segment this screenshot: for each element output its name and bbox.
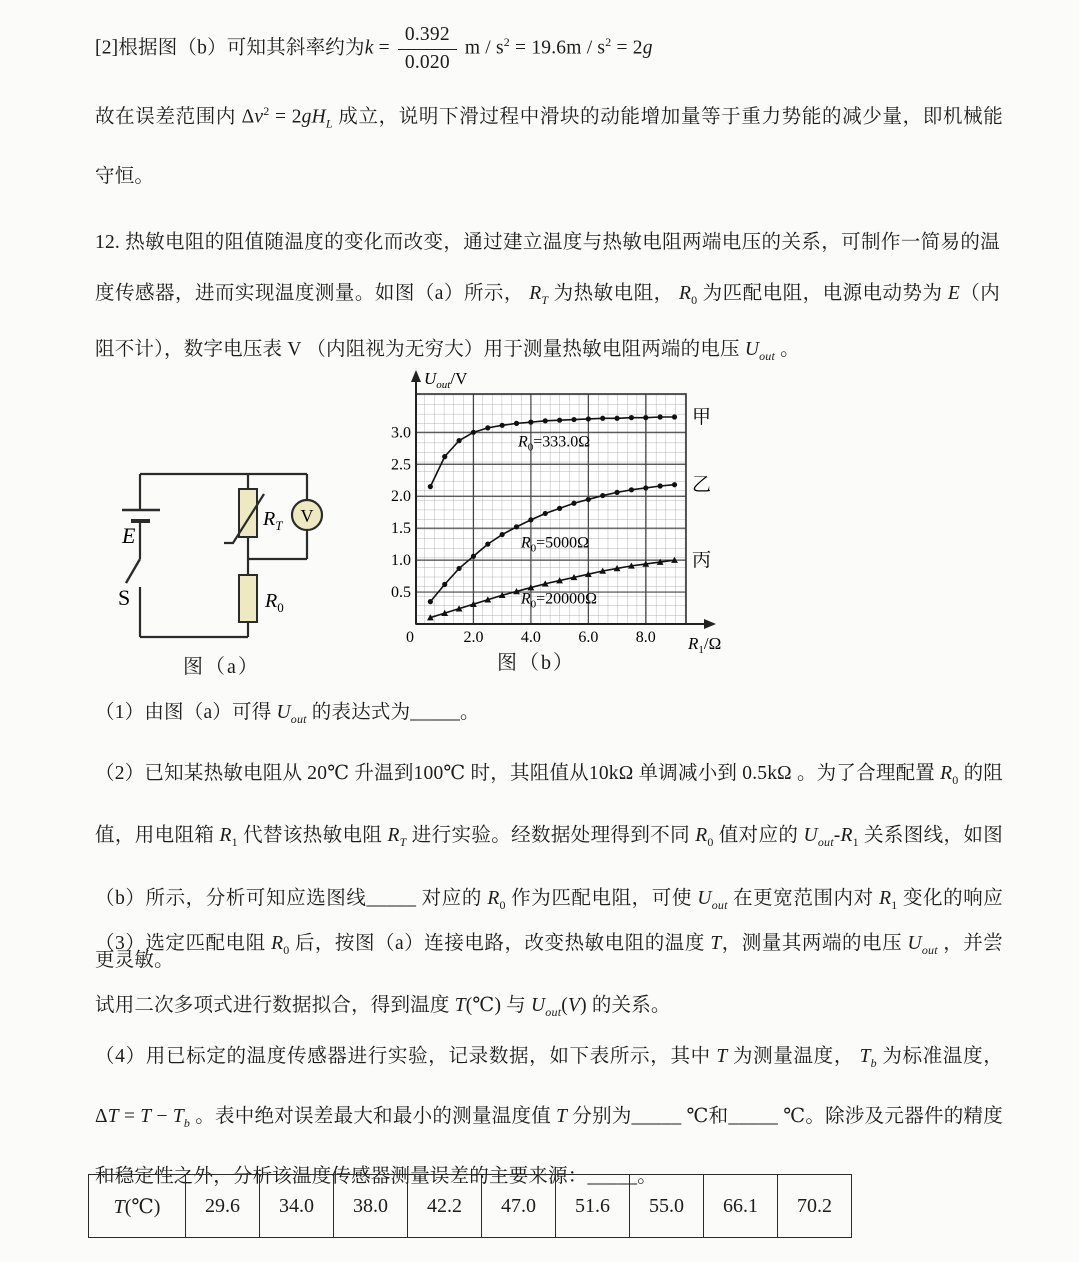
data-point-circle — [586, 497, 591, 502]
question-part-4: （4）用已标定的温度传感器进行实验，记录数据，如下表所示，其中 T 为测量温度， $T_b$ 为标准温度，$\Delta T = T - T_b$ 。表中绝对误差最大和最小的测量温度值 T 分别为_____ ℃和_____ ℃。除涉及元器件的精度和稳定性之外，分析该温度传感器测量误差的主要来源：_____。 — [95, 1046, 1003, 1187]
switch-icon — [126, 559, 140, 583]
switch-label: S — [118, 585, 131, 610]
table-cell: 34.0 — [260, 1175, 334, 1238]
x-axis-label: $R_1/\Omega$ — [688, 634, 722, 656]
data-point-circle — [643, 415, 648, 420]
solution-line-slope: [2]根据图（b）可知其斜率约为k = $\frac{0.392}{0.020}$ $m / s^2 = 19.6m / s^2 = 2g$ — [95, 24, 653, 73]
data-point-circle — [456, 438, 461, 443]
figure-b-caption: 图（b） — [497, 652, 575, 674]
table-cell: 70.2 — [778, 1175, 852, 1238]
thermistor-icon — [224, 489, 264, 543]
data-point-circle — [428, 484, 433, 489]
data-point-circle — [428, 599, 433, 604]
x-origin-label: 0 — [406, 629, 414, 646]
data-point-circle — [485, 542, 490, 547]
data-point-circle — [543, 511, 548, 516]
table-cell: 51.6 — [556, 1175, 630, 1238]
table-cell: 66.1 — [704, 1175, 778, 1238]
y-tick-label: 2.5 — [391, 456, 411, 474]
y-tick-label: 1.5 — [391, 520, 411, 538]
data-point-circle — [672, 482, 677, 487]
matching-resistor-label: $R_0$ — [265, 590, 284, 615]
data-point-circle — [629, 415, 634, 420]
data-point-circle — [557, 418, 562, 423]
data-point-circle — [643, 485, 648, 490]
question-part-2: （2）已知某热敏电阻从 20℃ 升温到100℃ 时，其阻值从10kΩ 单调减小到 0.5kΩ 。为了合理配置 $R_0$ 的阻值，用电阻箱 $R_1$ 代替该热敏电阻 $R_T$ 进行实验。经数据处理得到不同 $R_0$ 值对应的 $U_{out}-R_1$ 关系图线，如图（b）所示，分析可知应选图线_____ 对应的 $R_0$ 作为匹配电阻，可使 $U_{out}$ 在更宽范围内对 $R_1$ 变化的响应更灵敏。 — [95, 763, 1004, 972]
battery-label: E — [122, 523, 136, 548]
data-point-circle — [514, 524, 519, 529]
circuit-diagram-figure-a — [100, 437, 380, 652]
x-axis-arrow — [704, 619, 716, 629]
data-point-circle — [442, 454, 447, 459]
data-point-circle — [614, 416, 619, 421]
table-header-cell: T(℃) — [89, 1175, 186, 1238]
data-point-circle — [658, 483, 663, 488]
data-point-circle — [543, 418, 548, 423]
data-point-circle — [571, 417, 576, 422]
table-cell: 55.0 — [630, 1175, 704, 1238]
data-point-circle — [485, 425, 490, 430]
data-point-circle — [500, 423, 505, 428]
y-axis-label: $U_{out}/V$ — [424, 369, 468, 391]
data-point-circle — [514, 421, 519, 426]
data-point-circle — [672, 414, 677, 419]
temperature-data-table — [88, 1174, 852, 1238]
table-cell: 38.0 — [334, 1175, 408, 1238]
question-part-3: （3）选定匹配电阻 $R_0$ 后，按图（a）连接电路，改变热敏电阻的温度 T，测量其两端的电压 $U_{out}$ ，并尝试用二次多项式进行数据拟合，得到温度 T(℃) 与 $U_{out}(V)$ 的关系。 — [95, 933, 1003, 1019]
matching-resistor-icon — [239, 575, 257, 622]
solution-line-conclusion: 故在误差范围内 $\Delta v^2 = 2gH_L$ 成立，说明下滑过程中滑块的动能增加量等于重力势能的减少量，即机械能守恒。 — [95, 104, 1003, 188]
curve-name-label: 甲 — [692, 407, 712, 428]
uout-r1-graph-figure-b — [386, 366, 731, 658]
battery-icon — [122, 510, 160, 521]
curve-name-label: 丙 — [692, 550, 712, 572]
table-row — [89, 1175, 852, 1238]
question-part-1: （1）由图（a）可得 $U_{out}$ 的表达式为_____。 — [95, 702, 480, 726]
voltmeter-label: V — [300, 506, 314, 526]
data-point-circle — [614, 490, 619, 495]
question-12-intro: 12. 热敏电阻的阻值随温度的变化而改变，通过建立温度与热敏电阻两端电压的关系，可制作一简易的温度传感器，进而实现温度测量。如图（a）所示， $R_T$ 为热敏电阻， $R_0$ 为匹配电阻，电源电动势为 E（内阻不计），数字电压表 V （内阻视为无穷大）用于测量热敏电阻两端的电压 $U_{out}$ 。 — [95, 232, 1000, 363]
x-tick-label: 6.0 — [578, 629, 599, 646]
data-point-circle — [500, 532, 505, 537]
x-tick-label: 4.0 — [520, 629, 541, 646]
curve-value-label: $R_0=5000\Omega$ — [520, 534, 590, 555]
curve-name-label: 乙 — [692, 474, 712, 496]
curve-value-label: $R_0=20000\Omega$ — [520, 590, 598, 611]
y-axis-arrow — [411, 370, 421, 382]
x-tick-label: 2.0 — [463, 629, 484, 646]
y-tick-label: 0.5 — [391, 584, 411, 602]
y-tick-label: 2.0 — [391, 488, 411, 506]
table-cell: 42.2 — [408, 1175, 482, 1238]
data-point-circle — [600, 416, 605, 421]
table-cell: 47.0 — [482, 1175, 556, 1238]
figure-a-caption: 图（a） — [183, 656, 260, 678]
x-tick-label: 8.0 — [635, 629, 656, 646]
data-point-circle — [658, 414, 663, 419]
y-tick-label: 1.0 — [391, 552, 411, 570]
voltmeter-icon — [292, 500, 322, 530]
y-tick-label: 3.0 — [391, 424, 411, 442]
data-point-circle — [442, 582, 447, 587]
data-point-circle — [600, 493, 605, 498]
curve-value-label: $R_0=333.0\Omega$ — [517, 433, 591, 454]
data-point-circle — [471, 430, 476, 435]
data-point-circle — [629, 487, 634, 492]
data-point-circle — [571, 501, 576, 506]
table-cell: 29.6 — [186, 1175, 260, 1238]
data-point-circle — [586, 416, 591, 421]
thermistor-label: $R_T$ — [263, 508, 283, 533]
data-point-circle — [557, 506, 562, 511]
data-point-circle — [471, 554, 476, 559]
data-point-circle — [528, 517, 533, 522]
data-point-circle — [456, 566, 461, 571]
data-point-circle — [528, 420, 533, 425]
